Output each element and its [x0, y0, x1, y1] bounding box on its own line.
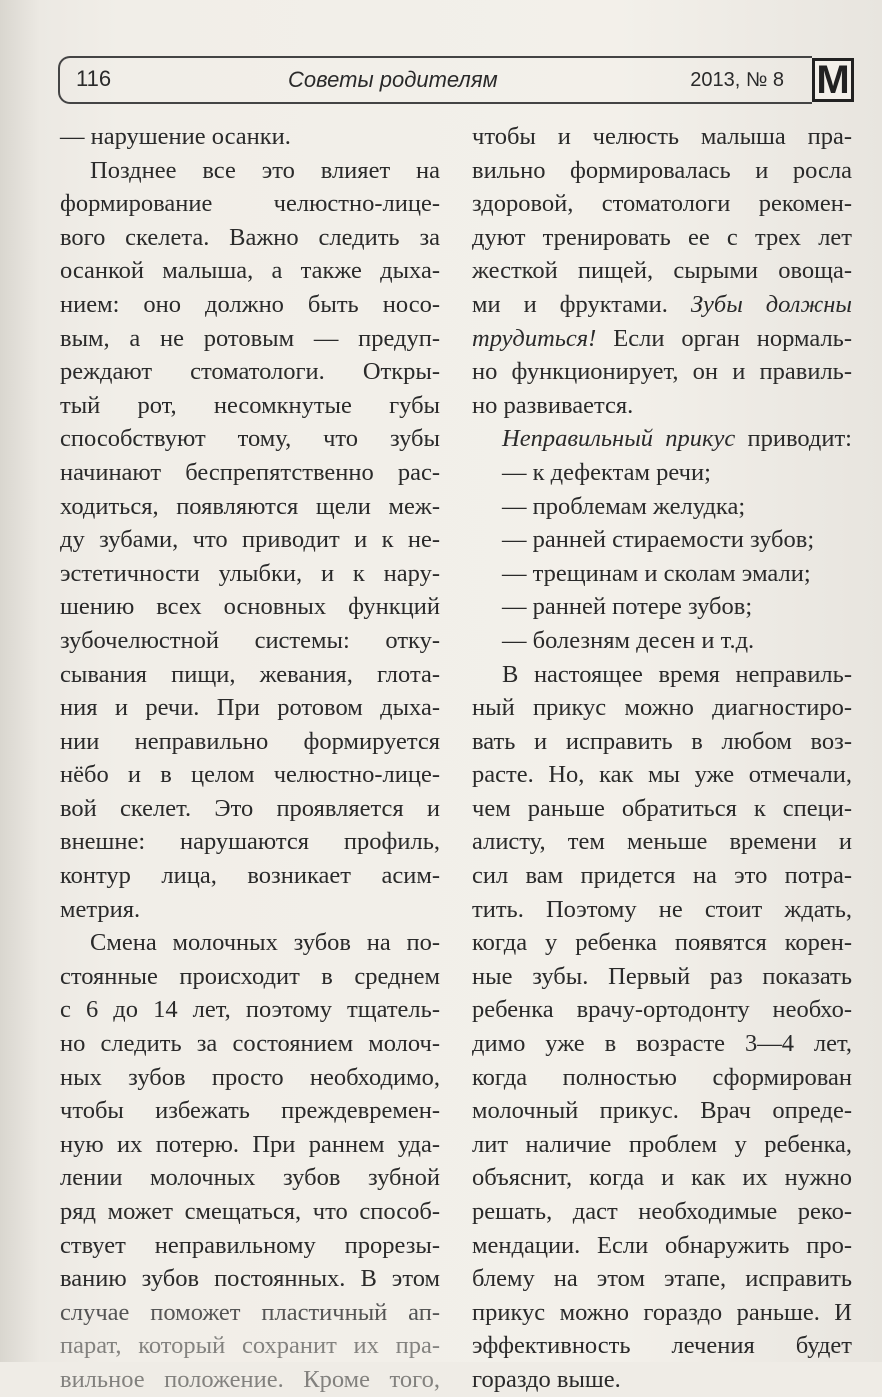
line-text: шению всех основных функций	[60, 593, 440, 621]
text-line	[472, 658, 852, 692]
line-text: вать и исправить в любом воз-	[472, 727, 852, 755]
line-text: осанкой малыша, а также дыха-	[60, 257, 440, 285]
text-line	[60, 389, 440, 423]
text-line	[60, 557, 440, 591]
text-line	[472, 422, 852, 456]
line-text: ряд может смещаться, что способ-	[60, 1198, 440, 1225]
line-text: ные зубы. Первый раз показать	[472, 962, 852, 990]
italic-text: Неправильный прикус	[502, 425, 736, 453]
line-text: Смена молочных зубов на по-	[90, 929, 440, 957]
line-text: зубочелюстной системы: отку-	[60, 626, 440, 654]
line-text: чем раньше обратиться к специ-	[472, 794, 852, 822]
line-text: чтобы избежать преждевремен-	[60, 1097, 440, 1125]
text-line	[60, 960, 440, 994]
line-text: нием: оно должно быть носо-	[60, 290, 440, 318]
text-line	[60, 322, 440, 356]
line-text: ребенка врачу-ортодонту необхо-	[472, 996, 852, 1024]
line-text: тить. Поэтому не стоит ждать,	[472, 895, 852, 923]
text-line	[472, 490, 852, 524]
text-line	[472, 725, 852, 759]
line-text: чтобы и челюсть малыша пра-	[472, 123, 852, 150]
text-line	[60, 1027, 440, 1061]
text-line	[472, 792, 852, 826]
line-text: ми и фруктами.	[472, 290, 691, 318]
line-text: начинают беспрепятственно рас-	[60, 458, 440, 486]
line-text: вильно формировалась и росла	[472, 156, 852, 184]
line-text: — ранней стираемости зубов;	[502, 526, 815, 554]
line-text: нёбо и в целом челюстно-лице-	[60, 761, 440, 789]
text-line	[472, 288, 852, 322]
line-text: дуют тренировать ее с трех лет	[472, 223, 852, 251]
line-text: случае поможет пластичный ап-	[60, 1298, 440, 1326]
line-text: но следить за состоянием молоч-	[60, 1030, 440, 1058]
text-line	[472, 523, 852, 557]
text-line	[60, 120, 440, 154]
line-text: внешне: нарушаются профиль,	[60, 828, 440, 856]
text-line	[60, 691, 440, 725]
text-line	[60, 355, 440, 389]
text-line	[472, 1061, 852, 1095]
text-line	[60, 1161, 440, 1195]
line-text: когда полностью сформирован	[472, 1063, 852, 1091]
line-text: ния и речи. При ротовом дыха-	[60, 694, 440, 722]
line-text: вильное положение. Кроме того,	[60, 1365, 440, 1393]
text-line	[472, 221, 852, 255]
text-line	[472, 1161, 852, 1195]
line-text: жесткой пищей, сырыми овоща-	[472, 257, 852, 285]
text-line	[60, 1229, 440, 1263]
text-line	[472, 893, 852, 927]
text-line	[472, 120, 852, 154]
text-line	[472, 355, 852, 389]
text-line	[472, 590, 852, 624]
text-line	[472, 187, 852, 221]
text-line	[472, 1262, 852, 1296]
text-line	[472, 1094, 852, 1128]
line-text: но развивается.	[472, 391, 634, 419]
text-line	[60, 154, 440, 188]
line-text: решать, даст необходимые реко-	[472, 1198, 852, 1225]
line-text: — нарушение осанки.	[60, 123, 291, 150]
text-line	[472, 624, 852, 658]
line-text: В настоящее время неправиль-	[502, 660, 852, 688]
text-line	[472, 254, 852, 288]
italic-text: трудиться!	[472, 324, 597, 352]
line-text: эстетичности улыбки, и к нару-	[60, 559, 440, 587]
line-text: прикус можно гораздо раньше. И	[472, 1298, 852, 1326]
text-line	[472, 456, 852, 490]
line-text: Если орган нормаль-	[596, 324, 852, 352]
line-text: вого скелета. Важно следить за	[60, 223, 440, 251]
line-text: ду зубами, что приводит и к не-	[60, 526, 440, 554]
line-text: — к дефектам речи;	[502, 458, 711, 486]
line-text: стоянные происходит в среднем	[60, 962, 440, 990]
line-text: с 6 до 14 лет, поэтому тщатель-	[60, 996, 440, 1024]
text-line	[472, 993, 852, 1027]
text-line	[472, 389, 852, 423]
issue-number: 2013, № 8	[690, 69, 784, 91]
text-line	[60, 1128, 440, 1162]
line-text: — трещинам и сколам эмали;	[502, 559, 811, 587]
text-line	[472, 758, 852, 792]
running-header	[58, 56, 812, 104]
text-line	[60, 993, 440, 1027]
line-text: парат, который сохранит их пра-	[60, 1332, 440, 1360]
line-text: — ранней потере зубов;	[502, 593, 753, 621]
magazine-logo: М	[812, 58, 854, 102]
text-line	[60, 456, 440, 490]
text-line	[60, 859, 440, 893]
text-line	[60, 926, 440, 960]
text-line	[60, 187, 440, 221]
text-line	[472, 154, 852, 188]
line-text: вым, а не ротовым — предуп-	[60, 324, 440, 352]
line-text: сил вам придется на это потра-	[472, 862, 852, 890]
line-text: формирование челюстно-лице-	[60, 190, 440, 218]
line-text: сывания пищи, жевания, глота-	[60, 660, 440, 688]
page-number: 116	[76, 66, 112, 91]
line-text: вой скелет. Это проявляется и	[60, 794, 440, 822]
line-text: димо уже в возрасте 3—4 лет,	[472, 1030, 852, 1058]
text-line	[472, 557, 852, 591]
text-line	[60, 658, 440, 692]
text-line	[472, 322, 852, 356]
line-text: ствует неправильному прорезы-	[60, 1231, 440, 1259]
text-line	[60, 254, 440, 288]
text-line	[60, 758, 440, 792]
line-text: реждают стоматологи. Откры-	[60, 358, 440, 386]
line-text: расте. Но, как мы уже отмечали,	[472, 761, 852, 789]
line-text: тый рот, несомкнутые губы	[60, 391, 440, 419]
line-text: эффективность лечения будет	[472, 1332, 852, 1360]
line-text: способствуют тому, что зубы	[60, 425, 440, 453]
line-text: лит наличие проблем у ребенка,	[472, 1130, 852, 1158]
text-line	[472, 1229, 852, 1263]
text-line	[60, 1195, 440, 1229]
line-text: лении молочных зубов зубной	[60, 1164, 440, 1192]
line-text: — проблемам желудка;	[502, 492, 746, 520]
text-line	[60, 893, 440, 927]
text-line	[60, 523, 440, 557]
text-line	[472, 926, 852, 960]
text-line	[472, 1128, 852, 1162]
line-text: ходиться, появляются щели меж-	[60, 492, 440, 520]
line-text: алисту, тем меньше времени и	[472, 828, 852, 856]
text-line	[60, 288, 440, 322]
left-column	[60, 120, 440, 1397]
text-line	[472, 1027, 852, 1061]
line-text: но функционирует, он и правиль-	[472, 358, 852, 386]
text-line	[60, 1363, 440, 1397]
text-line	[472, 1363, 852, 1397]
line-text: молочный прикус. Врач опреде-	[472, 1097, 852, 1125]
line-text: метрия.	[60, 895, 141, 923]
text-line	[60, 1262, 440, 1296]
line-text: нии неправильно формируется	[60, 727, 440, 755]
text-line	[60, 1094, 440, 1128]
section-title: Советы родителям	[288, 67, 498, 92]
text-line	[472, 1195, 852, 1229]
italic-text: Зубы должны	[690, 290, 853, 318]
line-text: когда у ребенка появятся корен-	[472, 929, 852, 957]
text-line	[60, 1329, 440, 1363]
line-text: ный прикус можно диагностиро-	[472, 694, 852, 722]
text-line	[60, 825, 440, 859]
text-line	[60, 590, 440, 624]
text-line	[472, 960, 852, 994]
line-text: Позднее все это влияет на	[90, 156, 440, 184]
text-line	[472, 825, 852, 859]
line-text: блему на этом этапе, исправить	[472, 1265, 852, 1293]
text-line	[60, 1061, 440, 1095]
text-line	[472, 1296, 852, 1330]
text-line	[472, 691, 852, 725]
line-text: мендации. Если обнаружить про-	[472, 1231, 852, 1259]
line-text: ную их потерю. При раннем уда-	[60, 1130, 440, 1158]
line-text: ных зубов просто необходимо,	[60, 1063, 440, 1091]
line-text: гораздо выше.	[472, 1365, 621, 1393]
right-column	[472, 120, 852, 1397]
line-text: приводит:	[735, 425, 852, 453]
text-line	[60, 725, 440, 759]
text-line	[472, 1329, 852, 1363]
line-text: объяснит, когда и как их нужно	[472, 1164, 852, 1192]
text-line	[60, 221, 440, 255]
text-line	[60, 624, 440, 658]
text-line	[472, 859, 852, 893]
line-text: — болезням десен и т.д.	[502, 626, 755, 654]
text-line	[60, 1296, 440, 1330]
text-line	[60, 422, 440, 456]
text-line	[60, 490, 440, 524]
line-text: контур лица, возникает асим-	[60, 862, 440, 890]
text-line	[60, 792, 440, 826]
line-text: здоровой, стоматологи рекомен-	[472, 190, 852, 218]
line-text: ванию зубов постоянных. В этом	[60, 1265, 440, 1293]
